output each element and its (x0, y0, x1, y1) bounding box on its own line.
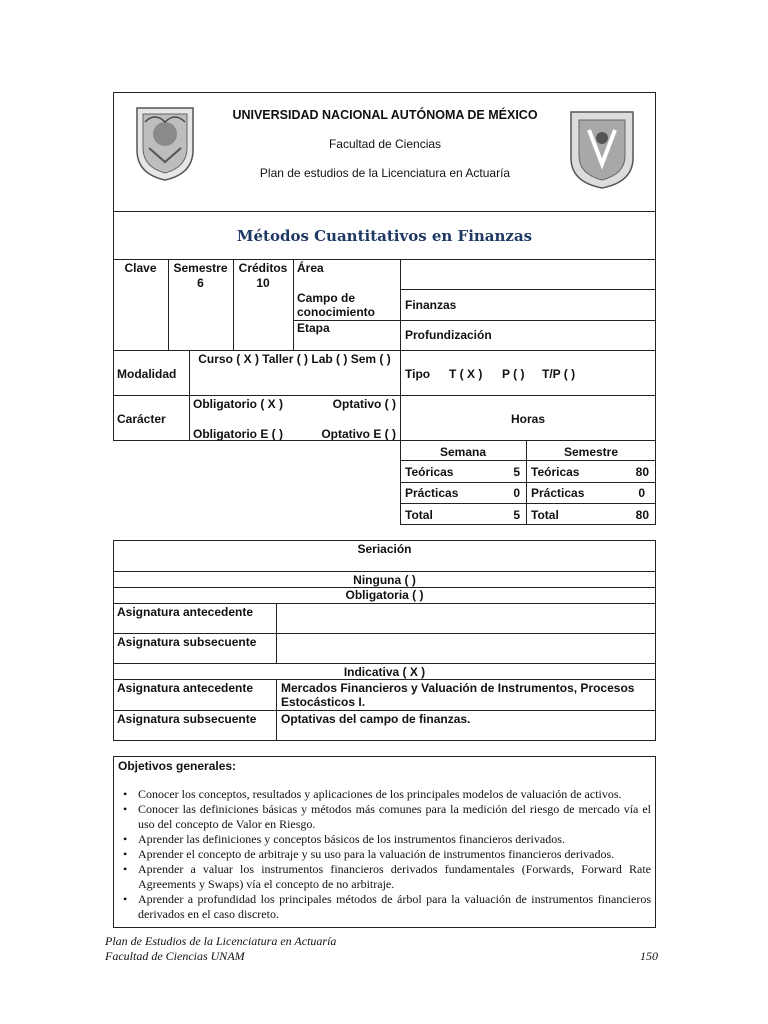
tipo-p: P ( ) (502, 367, 525, 381)
teoricas-label: Teóricas (405, 465, 454, 479)
objetivos-list-wrap (118, 787, 651, 922)
hours-line-1 (400, 460, 656, 461)
campo-value: Finanzas (405, 298, 457, 312)
practicas-label: Prácticas (405, 486, 459, 500)
teoricas-week: 5 (513, 465, 520, 479)
campo-label-2: conocimiento (297, 305, 376, 319)
practicas-week: 0 (513, 486, 520, 500)
page-number: 150 (640, 949, 658, 963)
practicas-semester: 0 (638, 486, 645, 500)
ser-line-4 (113, 633, 656, 634)
ser-line-3 (113, 603, 656, 604)
total-sem-label: Total (531, 508, 559, 522)
optativo-e: Optativo E ( ) (321, 427, 396, 441)
ind-antecedente-label: Asignatura antecedente (117, 681, 254, 695)
teoricas-sem-label: Teóricas (531, 465, 580, 479)
unam-shield-logo (131, 104, 199, 182)
objetivos-title: Objetivos generales: (118, 759, 237, 773)
line-r4 (113, 395, 656, 396)
creditos-value: 10 (256, 276, 270, 290)
tipo-label: Tipo (405, 367, 431, 381)
ser-vline-a (276, 603, 277, 663)
hours-line-3 (400, 503, 656, 504)
seriacion-title: Seriación (357, 542, 412, 556)
objetivos-list (118, 787, 651, 922)
plan-name: Plan de estudios de la Licenciatura en Actuaría (259, 166, 511, 180)
header-divider (113, 211, 656, 212)
area-label: Área (297, 261, 324, 275)
obligatorio-e: Obligatorio E ( ) (193, 427, 283, 441)
line-r3 (113, 350, 656, 351)
footer-line-2: Facultad de Ciencias UNAM (105, 949, 245, 963)
faculty-name: Facultad de Ciencias (328, 137, 442, 151)
line-r2 (293, 320, 656, 321)
ser-line-7 (113, 710, 656, 711)
optativo: Optativo ( ) (332, 397, 396, 411)
objetivo-item: • Conocer las definiciones básicas y métodos más comunes para la medición del riesgo de mercado vía el uso del concepto de Valor en Riesgo. (138, 802, 651, 832)
ser-line-5 (113, 663, 656, 664)
creditos-label: Créditos (238, 261, 288, 275)
ind-antecedente-value-2: Estocásticos I. (281, 695, 366, 709)
tipo-tp: T/P ( ) (542, 367, 576, 381)
footer-line-1: Plan de Estudios de la Licenciatura en Actuaría (105, 934, 337, 948)
ser-vline-b (276, 679, 277, 741)
ninguna: Ninguna ( ) (353, 573, 416, 587)
oblig-subsecuente-label: Asignatura subsecuente (117, 635, 257, 649)
ciencias-shield-logo (567, 108, 637, 190)
etapa-label: Etapa (297, 321, 330, 335)
semestre-label: Semestre (173, 261, 228, 275)
etapa-value: Profundización (405, 328, 492, 342)
course-title: Métodos Cuantitativos en Finanzas (236, 227, 533, 245)
ind-antecedente-value: Mercados Financieros y Valuación de Instrumentos, Procesos (281, 681, 635, 695)
semestre-header: Semestre (563, 445, 619, 459)
caracter-label: Carácter (117, 412, 166, 426)
modalidad-label: Modalidad (117, 367, 177, 381)
vline-creditos (293, 260, 294, 350)
tipo-t: T ( X ) (449, 367, 483, 381)
clave-label: Clave (124, 261, 157, 275)
semestre-value: 6 (197, 276, 204, 290)
total-week: 5 (513, 508, 520, 522)
university-name: UNIVERSIDAD NACIONAL AUTÓNOMA DE MÉXICO (232, 108, 538, 122)
objetivo-item: • Aprender las definiciones y conceptos básicos de los instrumentos financieros derivados. (138, 832, 651, 847)
ser-line-1 (113, 571, 656, 572)
hours-line-2 (400, 482, 656, 483)
indicativa: Indicativa ( X ) (343, 665, 426, 679)
objetivo-item: • Aprender a valuar los instrumentos financieros derivados fundamentales (Forwards, Forward Rate Agreements y Swaps) vía el concepto de no arbitraje. (138, 862, 651, 892)
obligatorio: Obligatorio ( X ) (193, 397, 283, 411)
line-r1 (400, 289, 656, 290)
ind-subsecuente-value: Optativas del campo de finanzas. (281, 712, 471, 726)
ind-subsecuente-label: Asignatura subsecuente (117, 712, 257, 726)
total-semester: 80 (635, 508, 649, 522)
modalidad-value: Curso ( X ) Taller ( ) Lab ( ) Sem ( ) (198, 352, 391, 366)
horas-label: Horas (510, 412, 545, 426)
obligatoria: Obligatoria ( ) (345, 588, 424, 602)
oblig-antecedente-label: Asignatura antecedente (117, 605, 254, 619)
campo-label: Campo de (297, 291, 356, 305)
teoricas-semester: 80 (635, 465, 649, 479)
objetivo-item: • Aprender el concepto de arbitraje y su uso para la valuación de instrumentos financieros derivados. (138, 847, 651, 862)
practicas-sem-label: Prácticas (531, 486, 585, 500)
ser-line-6 (113, 679, 656, 680)
objetivo-item: • Conocer los conceptos, resultados y aplicaciones de los principales modelos de valuación de activos. (138, 787, 651, 802)
objetivo-item: • Aprender a profundidad los principales métodos de árbol para la valuación de instrumentos financieros derivados en el caso discreto. (138, 892, 651, 922)
semana-header: Semana (439, 445, 487, 459)
total-label: Total (405, 508, 433, 522)
